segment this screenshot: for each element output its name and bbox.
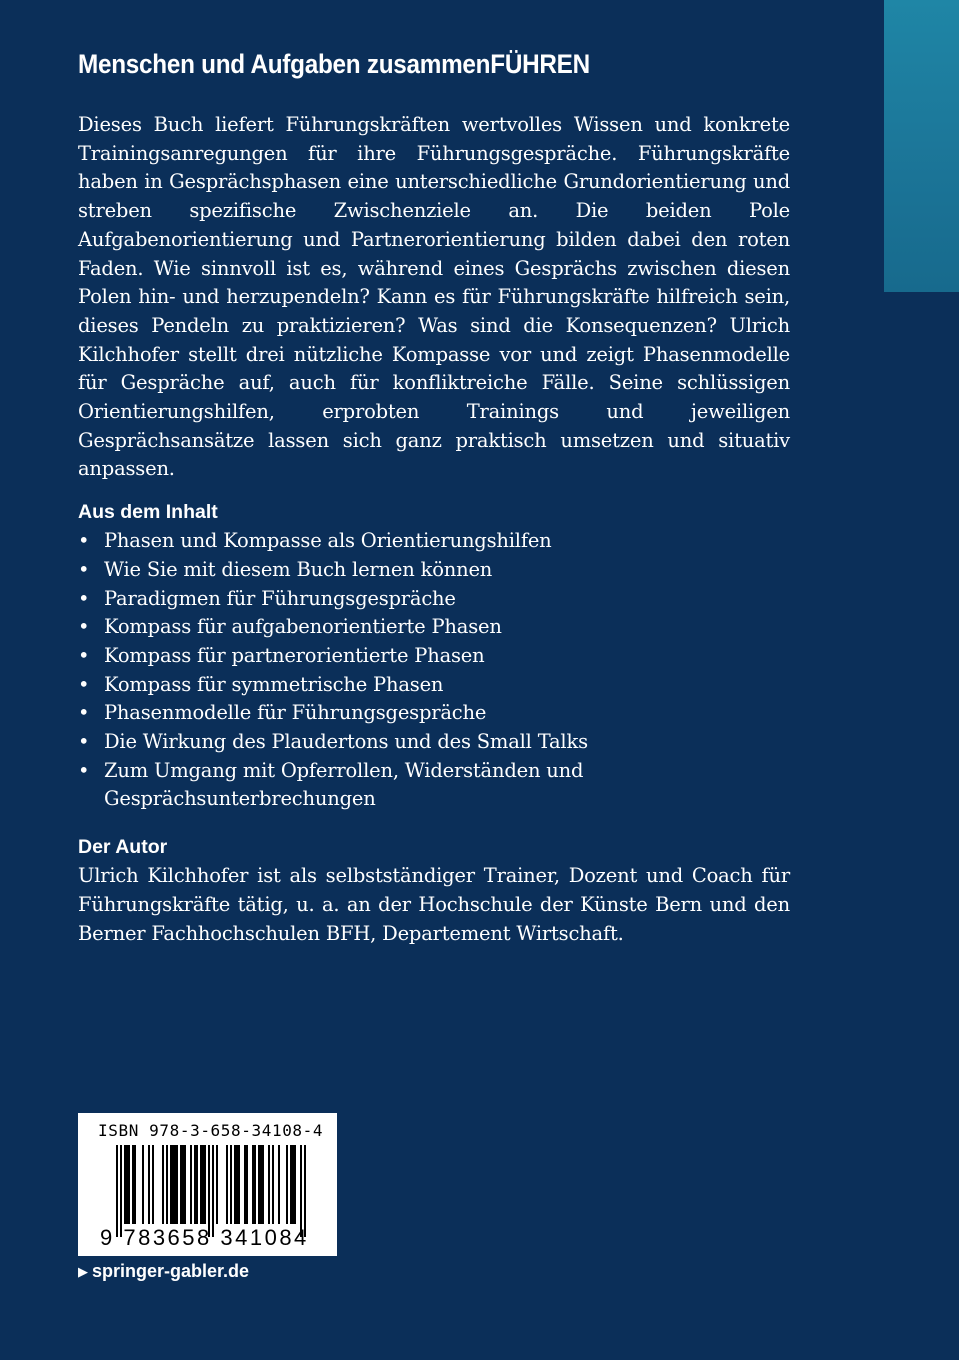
- barcode-bar: [162, 1145, 164, 1224]
- barcode-bar: [294, 1145, 296, 1224]
- barcode-bar: [148, 1145, 150, 1224]
- barcode-bar: [238, 1145, 240, 1224]
- barcode-bar: [226, 1145, 228, 1224]
- contents-section: [78, 498, 790, 814]
- contents-item: • Wie Sie mit diesem Buch lernen können: [78, 556, 790, 585]
- barcode-bar: [290, 1145, 292, 1224]
- barcode-bar: [292, 1145, 294, 1224]
- isbn-label: ISBN 978-3-658-34108-4: [98, 1121, 324, 1140]
- accent-bar: [884, 0, 959, 292]
- barcode-bar: [262, 1145, 264, 1224]
- barcode: [78, 1113, 337, 1256]
- book-description: Dieses Buch liefert Führungskräften wertvolles Wissen und konkrete Trainingsanregungen für ihre Führungsgespräche. Führungskräfte haben in Gesprächsphasen eine unterschiedliche Grundorientierung und streben spezifische Zwischenziele an. Die beiden Pole Aufgabenorientierung und Partnerorientierung bilden dabei den roten Faden. Wie sinnvoll ist es, während eines Gesprächs zwischen diesen Polen hin- und herzupendeln? Kann es für Führungskräfte hilfreich sein, dieses Pendeln zu praktizieren? Was sind die Konsequenzen? Ulrich Kilchhofer stellt drei nützliche Kompasse vor und zeigt Phasenmodelle für Gespräche auf, auch für konfliktreiche Fälle. Seine schlüssigen Orientierungshilfen, erprobten Trainings und jeweiligen Gesprächsansätze lassen sich ganz praktisch umsetzen und situativ anpassen.: [78, 113, 790, 481]
- barcode-bar: [230, 1145, 232, 1224]
- barcode-bar: [166, 1145, 168, 1224]
- barcode-bar: [204, 1145, 206, 1224]
- barcode-bar: [244, 1145, 246, 1224]
- barcode-bar: [142, 1145, 144, 1224]
- contents-item: • Kompass für symmetrische Phasen: [78, 671, 790, 700]
- barcode-bar: [286, 1145, 288, 1224]
- contents-item: • Phasenmodelle für Führungsgespräche: [78, 699, 790, 728]
- barcode-bar: [126, 1145, 128, 1224]
- website-label: springer-gabler.de: [92, 1261, 250, 1281]
- barcode-bar: [216, 1145, 218, 1224]
- author-section: [78, 833, 790, 948]
- contents-item: • Kompass für partnerorientierte Phasen: [78, 642, 790, 671]
- barcode-bar: [202, 1145, 204, 1224]
- contents-item: • Phasen und Kompasse als Orientierungshilfen: [78, 527, 790, 556]
- barcode-bar: [116, 1145, 118, 1237]
- barcode-bar: [190, 1145, 192, 1224]
- barcode-bar: [152, 1145, 154, 1224]
- barcode-bar: [278, 1145, 280, 1224]
- book-title: Menschen und Aufgaben zusammenFÜHREN: [78, 49, 590, 79]
- barcode-digits: 9 783658 341084: [100, 1225, 309, 1250]
- barcode-bar: [234, 1145, 236, 1224]
- contents-item: • Paradigmen für Führungsgespräche: [78, 585, 790, 614]
- author-bio: Ulrich Kilchhofer ist als selbstständiger Trainer, Dozent und Coach für Führungskräfte tätig, u. a. an der Hochschule der Künste Bern und den Berner Fachhochschulen BFH, Departement Wirtschaft.: [78, 864, 790, 945]
- barcode-bar: [236, 1145, 238, 1224]
- barcode-bar: [268, 1145, 270, 1224]
- barcode-bar: [254, 1145, 256, 1224]
- barcode-bar: [176, 1145, 178, 1224]
- arrow-right-icon: ▶: [78, 1264, 88, 1279]
- barcode-bar: [246, 1145, 248, 1224]
- barcode-bar: [300, 1145, 302, 1237]
- author-heading: Der Autor: [78, 836, 168, 859]
- barcode-bar: [194, 1145, 196, 1224]
- barcode-bar: [182, 1145, 184, 1224]
- barcode-bar: [180, 1145, 182, 1224]
- contents-item: • Die Wirkung des Plaudertons und des Small Talks: [78, 728, 790, 757]
- barcode-bar: [170, 1145, 172, 1224]
- barcode-bar: [134, 1145, 136, 1224]
- contents-item: • Zum Umgang mit Opferrollen, Widerständen und Gesprächsunterbrechungen: [78, 757, 790, 814]
- barcode-bar: [128, 1145, 130, 1224]
- barcode-bar: [124, 1145, 126, 1224]
- barcode-bar: [174, 1145, 176, 1224]
- barcode-bar: [132, 1145, 134, 1224]
- barcode-bar: [304, 1145, 306, 1237]
- barcode-bar: [208, 1145, 210, 1237]
- barcode-bar: [260, 1145, 262, 1224]
- barcode-bar: [196, 1145, 198, 1224]
- barcode-bar: [272, 1145, 274, 1224]
- contents-item: • Kompass für aufgabenorientierte Phasen: [78, 613, 790, 642]
- barcode-bar: [252, 1145, 254, 1224]
- publisher-website[interactable]: [78, 1261, 249, 1282]
- barcode-bar: [212, 1145, 214, 1237]
- barcode-bar: [120, 1145, 122, 1237]
- barcode-bar: [184, 1145, 186, 1224]
- barcode-bar: [200, 1145, 202, 1224]
- barcode-bar: [258, 1145, 260, 1224]
- barcode-bar: [172, 1145, 174, 1224]
- contents-heading: Aus dem Inhalt: [78, 501, 218, 524]
- contents-list: [78, 527, 790, 814]
- back-cover-content: [78, 44, 790, 948]
